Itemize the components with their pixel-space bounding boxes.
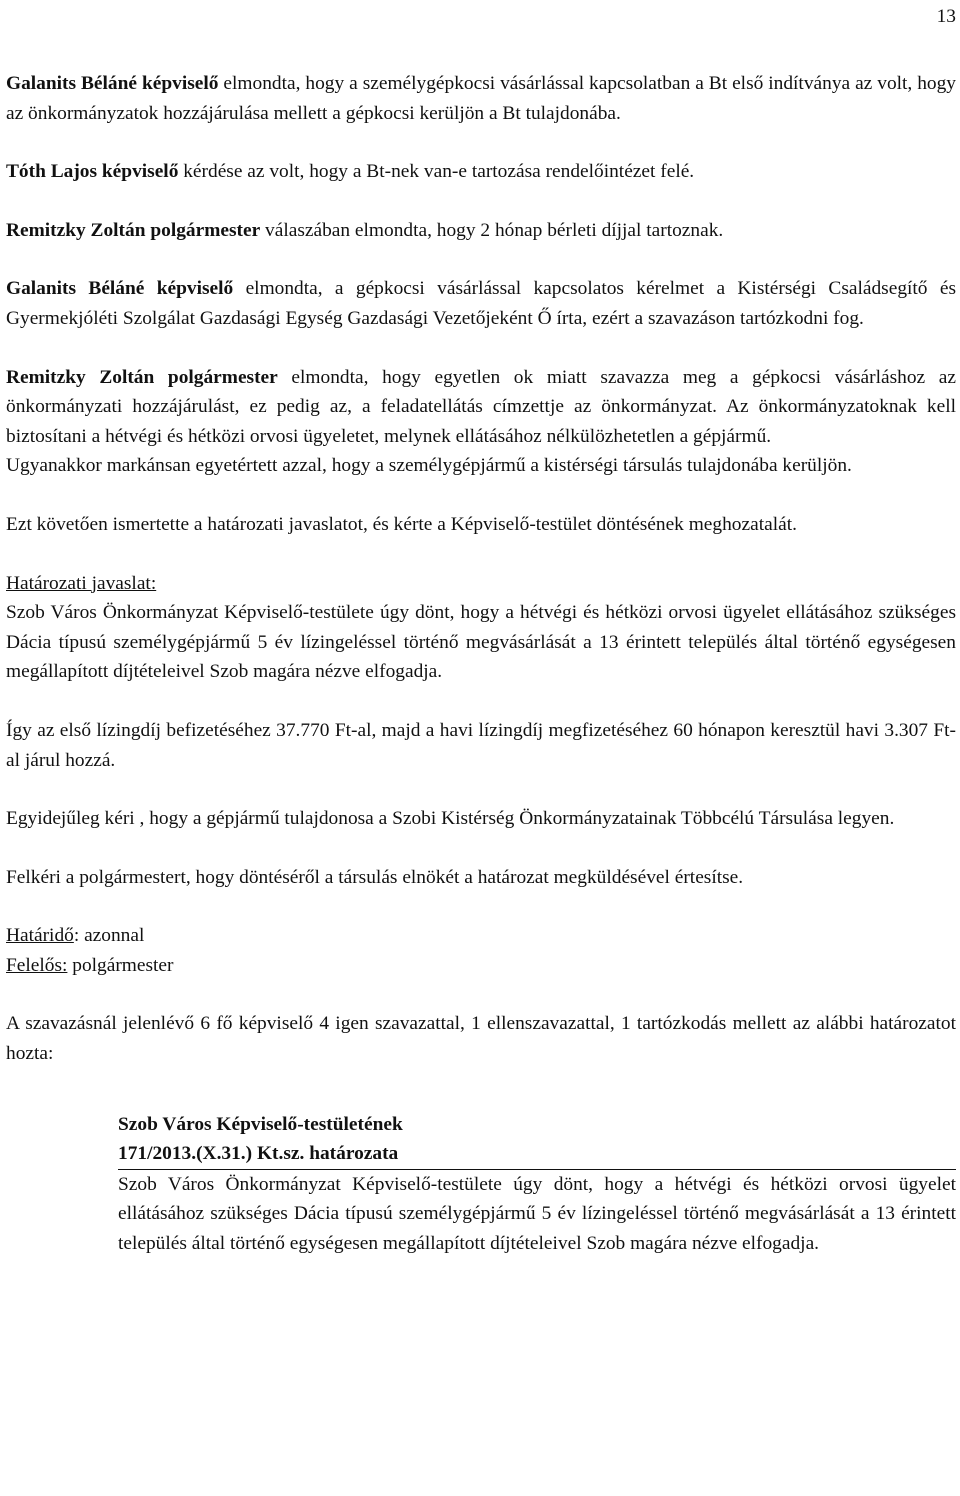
resolution-title: Szob Város Képviselő-testületének [118, 1113, 403, 1135]
paragraph-text: kérdése az volt, hogy a Bt-nek van-e tartozása rendelőintézet felé. [178, 161, 695, 183]
paragraph-text: elmondta, hogy a személygépkocsi vásárlással kapcsolatban a Bt első indítványa az volt, hogy az önkormányzatok hozzájárulása mellett a gépkocsi kerüljön a Bt tulajdonába. [6, 73, 956, 124]
deadline-line [6, 921, 956, 951]
paragraph-remitzky-1 [6, 216, 956, 246]
proposal-heading [6, 569, 956, 599]
paragraph-leasing-fee: Így az első lízingdíj befizetéséhez 37.770 Ft-al, majd a havi lízingdíj megfizetéséhez 60 hónapon keresztül havi 3.307 Ft-al járul hozzá. [6, 719, 956, 771]
speaker-name: Remitzky Zoltán polgármester [6, 366, 278, 388]
resolution-text: Szob Város Önkormányzat Képviselő-testülete úgy dönt, hogy a hétvégi és hétközi orvosi ügyelet ellátásához szükséges Dácia típusú személygépjármű 5 év lízingeléssel történő megvásárlását a 13 érintett település által történő egységesen megállapított díjtételeivel Szob magára nézve elfogadja. [118, 1173, 956, 1255]
page-number: 13 [936, 6, 956, 27]
document-body [6, 69, 956, 1259]
paragraph-galanits-1 [6, 69, 956, 128]
speaker-name: Remitzky Zoltán polgármester [6, 219, 261, 241]
paragraph-toth [6, 157, 956, 187]
deadline-label: Határidő [6, 925, 74, 947]
resolution-number: 171/2013.(X.31.) Kt.sz. határozata [118, 1143, 399, 1165]
paragraph-remitzky-2 [6, 363, 956, 452]
paragraph-text: válaszában elmondta, hogy 2 hónap bérleti díjjal tartoznak. [260, 219, 724, 241]
responsible-value: polgármester [67, 954, 174, 976]
vote-result: A szavazásnál jelenlévő 6 fő képviselő 4 igen szavazattal, 1 ellenszavazattal, 1 tartózkodás mellett az alábbi határozatot hozta: [6, 1013, 956, 1065]
paragraph-ownership: Egyidejűleg kéri , hogy a gépjármű tulajdonosa a Szobi Kistérség Önkormányzatainak Többcélú Társulása legyen. [6, 808, 895, 830]
paragraph-text: elmondta, a gépkocsi vásárlással kapcsolatos kérelmet a Kistérségi Családsegítő és Gyermekjóléti Szolgálat Gazdasági Egység Gazdasági Vezetőjeként Ő írta, ezért a szavazáson tartózkodni fog. [6, 278, 956, 329]
paragraph-text: elmondta, hogy egyetlen ok miatt szavazza meg a gépkocsi vásárláshoz az önkormányzati hozzájárulást, ez pedig az, a feladatellátás címzettje az önkormányzat. Az önkormányzatoknak kell biztosítani a hétvégi és hétközi orvosi ügyeletet, melynek ellátásához nélkülözhetetlen a gépjármű. [6, 366, 956, 447]
proposal-heading-text: Határozati javaslat: [6, 572, 157, 594]
responsible-label: Felelős: [6, 954, 68, 976]
speaker-name: Galanits Béláné képviselő [6, 73, 219, 94]
paragraph-proposal-intro: Ezt követően ismertette a határozati javaslatot, és kérte a Képviselő-testület döntésének meghozatalát. [6, 513, 797, 535]
paragraph-galanits-2 [6, 274, 956, 333]
proposal-text: Szob Város Önkormányzat Képviselő-testülete úgy dönt, hogy a hétvégi és hétközi orvosi ügyelet ellátásához szükséges Dácia típusú személygépjármű 5 év lízingeléssel történő megvásárlását a 13 érintett település által történő egységesen megállapított díjtételeivel Szob magára nézve elfogadja. [6, 602, 956, 683]
resolution-block [118, 1110, 956, 1259]
speaker-name: Galanits Béláné képviselő [6, 278, 234, 300]
responsible-line [6, 951, 956, 981]
paragraph-request: Felkéri a polgármestert, hogy döntéséről a társulás elnökét a határozat megküldésével értesítse. [6, 866, 744, 888]
deadline-value: : azonnal [73, 925, 145, 947]
paragraph-agreement: Ugyanakkor markánsan egyetértett azzal, hogy a személygépjármű a kistérségi társulás tulajdonába kerüljön. [6, 455, 852, 477]
speaker-name: Tóth Lajos képviselő [6, 161, 179, 183]
